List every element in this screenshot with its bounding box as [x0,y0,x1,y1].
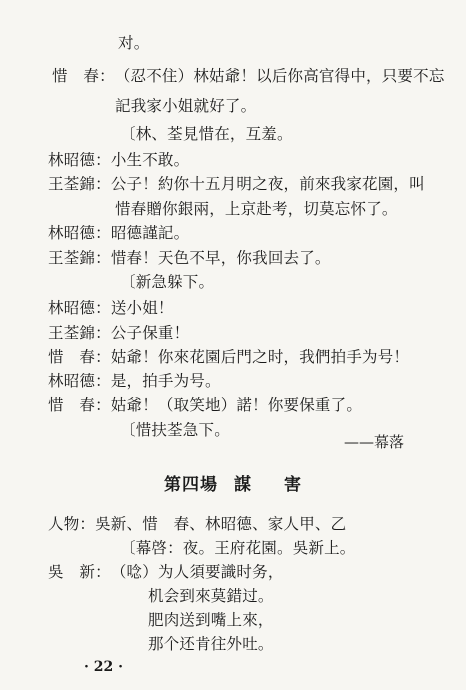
dialogue-line: 对。 [118,34,150,52]
dialogue-line: 惜 春：（忍不住）林姑爺！以后你高官得中，只要不忘 [52,67,445,85]
dialogue-line: 吳 新：（唸）为人須要識时务， [48,563,284,581]
verse-line: 肥肉送到嘴上來， [148,611,274,629]
page-number: · 22 · [84,659,123,675]
stage-direction: 〔惜扶荃急下。 [120,421,230,439]
dialogue-line: 惜 春：姑爺！你來花園后門之时，我們拍手为号！ [48,348,410,366]
stage-direction: 〔幕啓：夜。王府花園。吳新上。 [120,539,356,557]
dialogue-line: 林昭德：昭德謹記。 [48,224,190,242]
curtain-fall: ——幕落 [344,433,405,451]
dialogue-line: 林昭德：送小姐！ [48,299,174,317]
verse-line: 那个还肯往外吐。 [148,635,274,653]
dialogue-line: 惜春贈你銀兩，上京赴考，切莫忘怀了。 [115,200,398,218]
dialogue-line: 王荃錦：公子！約你十五月明之夜，前來我家花園，叫 [48,175,425,193]
dialogue-line: 王荃錦：公子保重！ [48,324,190,342]
scene-name-part: 害 [284,475,302,495]
dialogue-line: 王荃錦：惜春！天色不早，你我回去了。 [48,249,331,267]
scene-title [0,470,466,495]
verse-line: 机会到來莫錯过。 [148,587,274,605]
dialogue-line: 林昭德：是，拍手为号。 [48,372,221,390]
stage-direction: 〔新急躲下。 [120,273,215,291]
scene-number: 第四場 [164,475,218,495]
dialogue-line: 惜 春：姑爺！（取笑地）諾！你要保重了。 [48,396,363,414]
dialogue-line: 林昭德：小生不敢。 [48,151,190,169]
dialogue-line: 記我家小姐就好了。 [115,97,257,115]
scene-name-part: 謀 [234,475,252,495]
cast-list: 人物：吳新、惜 春、林昭德、家人甲、乙 [48,515,347,533]
stage-direction: 〔林、荃見惜在，互羞。 [120,125,293,143]
